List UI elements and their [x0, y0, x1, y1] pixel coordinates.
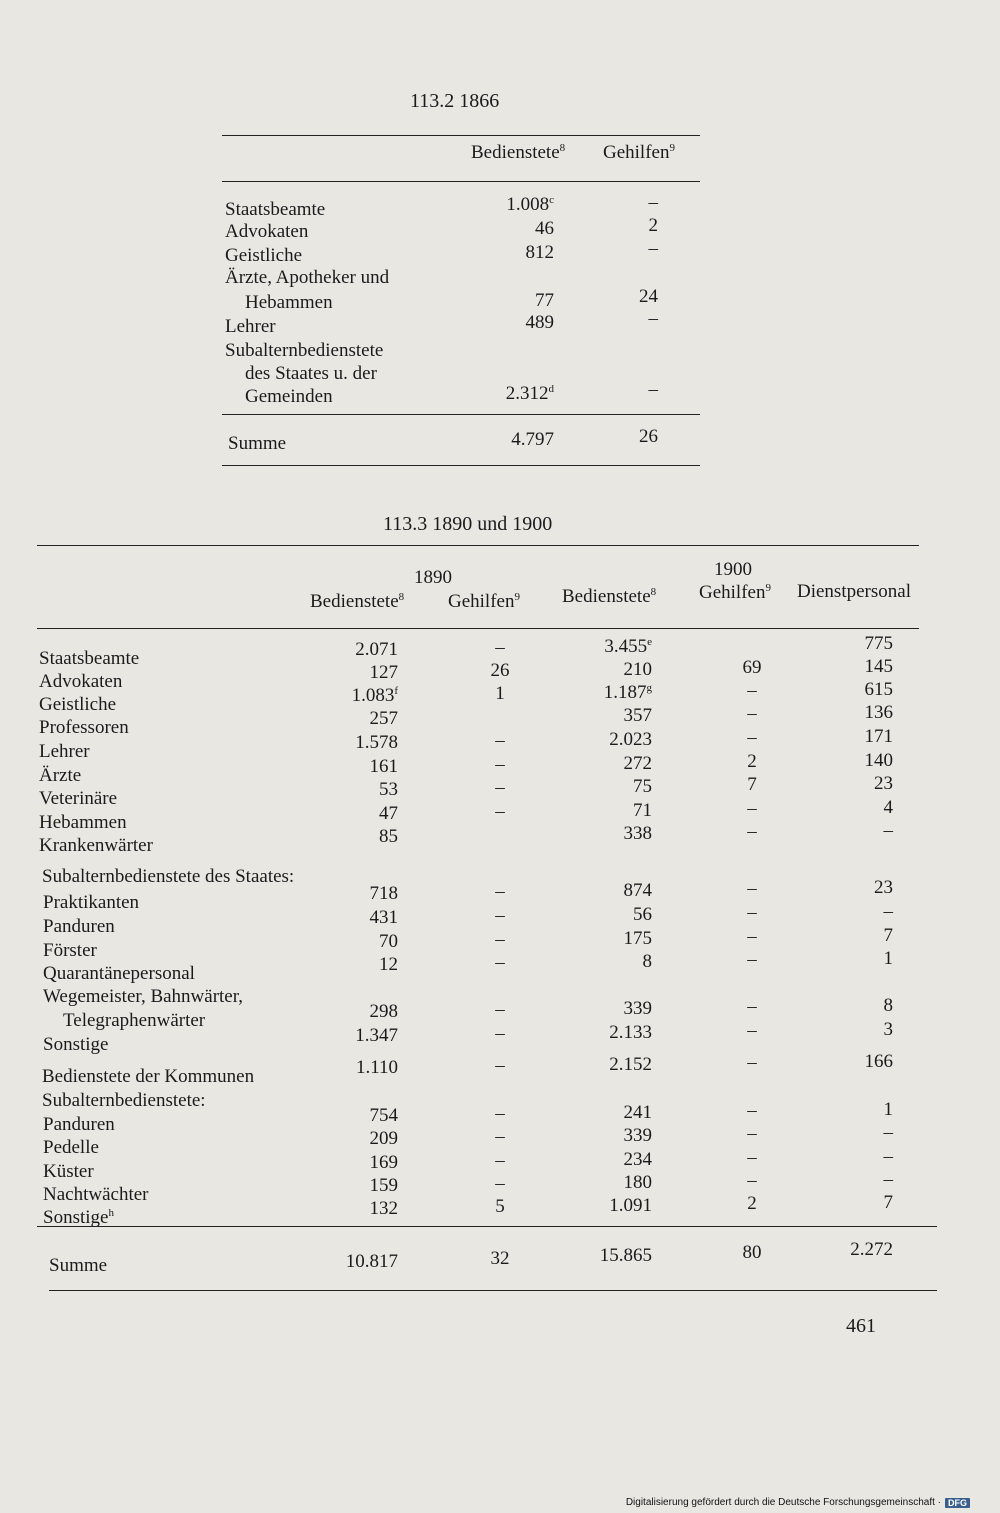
table-2-cell-gehilfen-1900: –: [747, 703, 757, 724]
table-2-cell-gehilfen-1890: –: [495, 905, 505, 926]
table-1-header-bedienstete: Bedienstete$^8$: [471, 142, 566, 163]
table-1-cell-gehilfen: –: [648, 379, 658, 400]
table-2-header-gehilfen-1900: Gehilfen$^9$: [699, 582, 771, 603]
page-number: 461: [846, 1315, 876, 1337]
digitization-footer: [626, 1497, 970, 1508]
table-2-cell-bedienstete-1900: 1.091: [609, 1195, 652, 1216]
table-2-cell-gehilfen-1900: –: [747, 1100, 757, 1121]
table-2-cell-gehilfen-1900: 7: [747, 774, 757, 795]
table-2-cell-gehilfen-1890: 5: [495, 1196, 505, 1217]
table-2-cell-dienstpersonal: –: [883, 1122, 893, 1143]
table-2-cell-bedienstete-1890: 132: [369, 1198, 398, 1219]
table-2-cell-gehilfen-1900: –: [747, 949, 757, 970]
table-1-cell-gehilfen: 24: [639, 286, 658, 307]
table-2-row-label: Geistliche: [39, 694, 117, 715]
table-2-cell-bedienstete-1900: 2.023: [609, 729, 652, 750]
table-2-cell-bedienstete-1900: 71: [633, 800, 652, 821]
table-2-cell-bedienstete-1900: 241: [623, 1102, 652, 1123]
table-2-cell-gehilfen-1890: –: [495, 754, 505, 775]
table-2-cell-gehilfen-1890: 1: [495, 683, 505, 704]
table-2-cell-bedienstete-1900: 234: [623, 1149, 652, 1170]
table-1-row-label: Staatsbeamte: [225, 199, 326, 220]
table-2-sum-dienstpersonal: 2.272: [850, 1239, 893, 1260]
table-2-header-bedienstete-1890: Bedienstete$^8$: [310, 591, 405, 612]
table-2-row-label: Krankenwärter: [39, 835, 153, 856]
table-2-cell-bedienstete-1890: 257: [369, 708, 398, 729]
table-2-cell-gehilfen-1900: –: [747, 727, 757, 748]
table-1-cell-bedienstete: 1.008$^c$: [506, 194, 554, 215]
table-2-row-label: Quarantänepersonal: [43, 963, 195, 984]
table-2-header-gehilfen-1890: Gehilfen$^9$: [448, 591, 520, 612]
table-1-cell-bedienstete: 77: [535, 290, 554, 311]
table-2-cell-bedienstete-1890: 718: [369, 883, 398, 904]
table-1-cell-bedienstete: 489: [525, 312, 554, 333]
table-2-cell-bedienstete-1890: 2.071: [355, 639, 398, 660]
table-2-row-label: Panduren: [43, 916, 115, 937]
table-2-cell-gehilfen-1890: 26: [490, 660, 510, 681]
table-2-cell-bedienstete-1890: 1.083$^f$: [351, 685, 398, 706]
table-2-cell-gehilfen-1890: –: [495, 1150, 505, 1171]
table-1-top-rule: [222, 135, 700, 136]
table-2-cell-bedienstete-1900: 175: [623, 928, 652, 949]
table-1-sum-bedienstete: 4.797: [511, 429, 554, 450]
table-2-row-label: Advokaten: [39, 671, 123, 692]
table-1-cell-gehilfen: –: [648, 238, 658, 259]
table-2-cell-gehilfen-1900: –: [747, 926, 757, 947]
table-2-cell-bedienstete-1890: 1.347: [355, 1025, 398, 1046]
table-1-title: 113.2 1866: [410, 90, 500, 112]
table-2-row-label: Lehrer: [39, 741, 90, 762]
table-2-cell-bedienstete-1890: 754: [369, 1105, 398, 1126]
table-2-cell-gehilfen-1900: –: [747, 1123, 757, 1144]
table-1-header-rule: [222, 181, 700, 182]
table-2-bottom-rule: [49, 1290, 937, 1291]
table-2-row-label: Hebammen: [39, 812, 127, 833]
table-1-cell-bedienstete: 812: [525, 242, 554, 263]
table-2-cell-bedienstete-1900: 2.133: [609, 1022, 652, 1043]
table-2-cell-dienstpersonal: 140: [864, 750, 893, 771]
table-2-cell-bedienstete-1900: 8: [642, 951, 652, 972]
table-2-cell-bedienstete-1900: 339: [623, 998, 652, 1019]
table-2-cell-dienstpersonal: –: [883, 1146, 893, 1167]
table-2-row-label: Ärzte: [39, 765, 82, 786]
table-2-sum-gehilfen-1890: 32: [490, 1248, 510, 1269]
table-2-cell-gehilfen-1890: –: [495, 1023, 505, 1044]
table-2-header-dienstpersonal: Dienstpersonal: [797, 581, 911, 602]
table-2-cell-bedienstete-1890: 12: [379, 954, 398, 975]
table-2-title: 113.3 1890 und 1900: [383, 513, 553, 535]
table-2-header-year-1900: 1900: [714, 559, 752, 580]
table-2-cell-gehilfen-1890: –: [495, 730, 505, 751]
table-2-row-label: Nachtwächter: [43, 1184, 149, 1205]
table-2-cell-gehilfen-1890: –: [495, 999, 505, 1020]
table-1-row-label: Gemeinden: [245, 386, 333, 407]
table-2-cell-bedienstete-1900: 75: [633, 776, 652, 797]
table-1-row-label: Lehrer: [225, 316, 276, 337]
table-1-row-label: des Staates u. der: [245, 363, 377, 384]
table-2-row-label: Praktikanten: [43, 892, 140, 913]
table-2-cell-bedienstete-1900: 1.187$^g$: [603, 682, 652, 703]
table-2-cell-bedienstete-1900: 180: [623, 1172, 652, 1193]
table-1-row-label: Geistliche: [225, 245, 303, 266]
table-2-row-label: Förster: [43, 940, 97, 961]
table-1-sum-gehilfen: 26: [639, 426, 658, 447]
table-2-cell-gehilfen-1890: –: [495, 1173, 505, 1194]
table-2-row-label: Wegemeister, Bahnwärter,: [43, 986, 244, 1007]
table-2-cell-bedienstete-1890: 431: [369, 907, 398, 928]
table-2-cell-bedienstete-1900: 3.455e: [604, 636, 652, 657]
table-2-row-label: Küster: [43, 1161, 94, 1182]
table-2-cell-gehilfen-1900: –: [747, 680, 757, 701]
table-2-cell-dienstpersonal: 1: [883, 1099, 893, 1120]
table-2-row-label: Bedienstete der Kommunen: [42, 1066, 255, 1087]
table-2-cell-gehilfen-1900: –: [747, 1170, 757, 1191]
table-2-cell-gehilfen-1890: –: [495, 952, 505, 973]
table-2-cell-dienstpersonal: 615: [864, 679, 893, 700]
table-2-sum-gehilfen-1900: 80: [742, 1242, 762, 1263]
table-2-row-label: Telegraphenwärter: [63, 1010, 206, 1031]
table-2-cell-dienstpersonal: 23: [874, 877, 893, 898]
table-2-cell-bedienstete-1890: 298: [369, 1001, 398, 1022]
table-2-cell-bedienstete-1890: 161: [369, 756, 398, 777]
table-2-cell-gehilfen-1900: –: [747, 1052, 757, 1073]
table-2-cell-bedienstete-1890: 159: [369, 1175, 398, 1196]
table-2-cell-dienstpersonal: 4: [883, 797, 893, 818]
table-2-cell-gehilfen-1890: –: [495, 881, 505, 902]
table-1-row-label: Ärzte, Apotheker und: [225, 267, 390, 288]
table-2-cell-dienstpersonal: 7: [883, 925, 893, 946]
table-2-cell-gehilfen-1900: 2: [747, 751, 757, 772]
table-2-cell-dienstpersonal: –: [883, 820, 893, 841]
table-2-cell-bedienstete-1900: 357: [623, 705, 652, 726]
table-2-cell-dienstpersonal: –: [883, 901, 893, 922]
footer-text: Digitalisierung gefördert durch die Deutsche Forschungsgemeinschaft ·: [625, 1497, 941, 1508]
table-2-cell-gehilfen-1890: –: [495, 637, 505, 658]
table-2-cell-gehilfen-1890: –: [495, 801, 505, 822]
table-2-cell-dienstpersonal: 145: [864, 656, 893, 677]
table-2-row-label: Pedelle: [43, 1137, 99, 1158]
table-2-cell-dienstpersonal: 3: [883, 1019, 893, 1040]
dfg-logo: DFG: [945, 1498, 970, 1508]
table-2-header-year-1890: 1890: [414, 567, 452, 588]
table-2-sum-bedienstete-1890: 10.817: [345, 1251, 398, 1272]
table-2-cell-dienstpersonal: 136: [864, 702, 893, 723]
table-2-cell-gehilfen-1900: –: [747, 798, 757, 819]
table-2-header-bedienstete-1900: Bedienstete$^8$: [562, 586, 657, 607]
table-1-cell-gehilfen: 2: [648, 215, 658, 236]
table-2-cell-gehilfen-1890: –: [495, 1055, 505, 1076]
table-2-cell-bedienstete-1890: 70: [379, 931, 398, 952]
table-2-row-label: Subalternbedienstete des Staates:: [42, 866, 295, 887]
table-2-cell-gehilfen-1900: 69: [742, 657, 762, 678]
table-2-row-label: Staatsbeamte: [39, 648, 140, 669]
table-1-cell-gehilfen: –: [648, 192, 658, 213]
table-2-cell-bedienstete-1890: 169: [369, 1152, 398, 1173]
table-1-sum-rule: [222, 414, 700, 415]
table-2-cell-dienstpersonal: 8: [883, 995, 893, 1016]
table-2-cell-gehilfen-1900: –: [747, 1147, 757, 1168]
table-2-cell-dienstpersonal: 7: [883, 1192, 893, 1213]
table-2-cell-gehilfen-1890: –: [495, 1126, 505, 1147]
table-2-cell-bedienstete-1900: 874: [623, 880, 652, 901]
table-2-row-label: Veterinäre: [39, 788, 118, 809]
table-1-row-label: Hebammen: [245, 292, 333, 313]
table-2-cell-dienstpersonal: –: [883, 1169, 893, 1190]
table-2-cell-bedienstete-1900: 2.152: [609, 1054, 652, 1075]
table-1-cell-bedienstete: 46: [535, 218, 554, 239]
table-2-cell-gehilfen-1900: –: [747, 821, 757, 842]
table-2-cell-bedienstete-1890: 1.110: [355, 1057, 398, 1078]
table-2-header-rule: [37, 628, 919, 629]
table-2-cell-bedienstete-1890: 53: [379, 779, 398, 800]
table-1-sum-label: Summe: [228, 433, 287, 454]
table-2-sum-rule: [37, 1226, 937, 1227]
table-1-cell-gehilfen: –: [648, 308, 658, 329]
table-2-cell-gehilfen-1890: –: [495, 777, 505, 798]
table-2-row-label: Sonstige: [43, 1034, 109, 1055]
table-2-top-rule: [37, 545, 919, 546]
table-1-cell-bedienstete: 2.312$^d$: [505, 383, 554, 404]
table-2-cell-bedienstete-1900: 338: [623, 823, 652, 844]
table-2-cell-gehilfen-1900: 2: [747, 1193, 757, 1214]
table-2-cell-bedienstete-1900: 56: [633, 904, 652, 925]
table-2-cell-bedienstete-1890: 209: [369, 1128, 398, 1149]
table-2-cell-bedienstete-1890: 127: [369, 662, 398, 683]
table-2-row-label: Professoren: [39, 717, 129, 738]
table-2-cell-bedienstete-1900: 272: [623, 753, 652, 774]
table-2-row-label: Subalternbedienstete:: [42, 1090, 206, 1111]
table-2-row-label: Sonstige$^h$: [43, 1207, 114, 1228]
table-2-cell-gehilfen-1900: –: [747, 878, 757, 899]
table-2-cell-gehilfen-1900: –: [747, 1020, 757, 1041]
table-2-cell-bedienstete-1900: 210: [623, 659, 652, 680]
table-2-cell-bedienstete-1890: 47: [379, 803, 398, 824]
table-2-sum-label: Summe: [49, 1255, 108, 1276]
table-1-bottom-rule: [222, 465, 700, 466]
table-2-cell-dienstpersonal: 166: [864, 1051, 893, 1072]
table-2-row-label: Panduren: [43, 1114, 115, 1135]
table-1-row-label: Advokaten: [225, 221, 309, 242]
table-1-header-gehilfen: Gehilfen$^9$: [603, 142, 675, 163]
table-2-cell-gehilfen-1890: –: [495, 929, 505, 950]
table-2-cell-gehilfen-1900: –: [747, 996, 757, 1017]
table-2-sum-bedienstete-1900: 15.865: [599, 1245, 652, 1266]
table-2-cell-bedienstete-1900: 339: [623, 1125, 652, 1146]
table-2-cell-bedienstete-1890: 1.578: [355, 732, 398, 753]
table-2-cell-dienstpersonal: 775: [864, 633, 893, 654]
table-1-row-label: Subalternbedienstete: [225, 340, 384, 361]
table-2-cell-dienstpersonal: 23: [874, 773, 893, 794]
table-2-cell-bedienstete-1890: 85: [379, 826, 398, 847]
table-2-cell-dienstpersonal: 1: [883, 948, 893, 969]
table-2-cell-gehilfen-1890: –: [495, 1103, 505, 1124]
table-2-cell-gehilfen-1900: –: [747, 902, 757, 923]
table-2-cell-dienstpersonal: 171: [864, 726, 893, 747]
